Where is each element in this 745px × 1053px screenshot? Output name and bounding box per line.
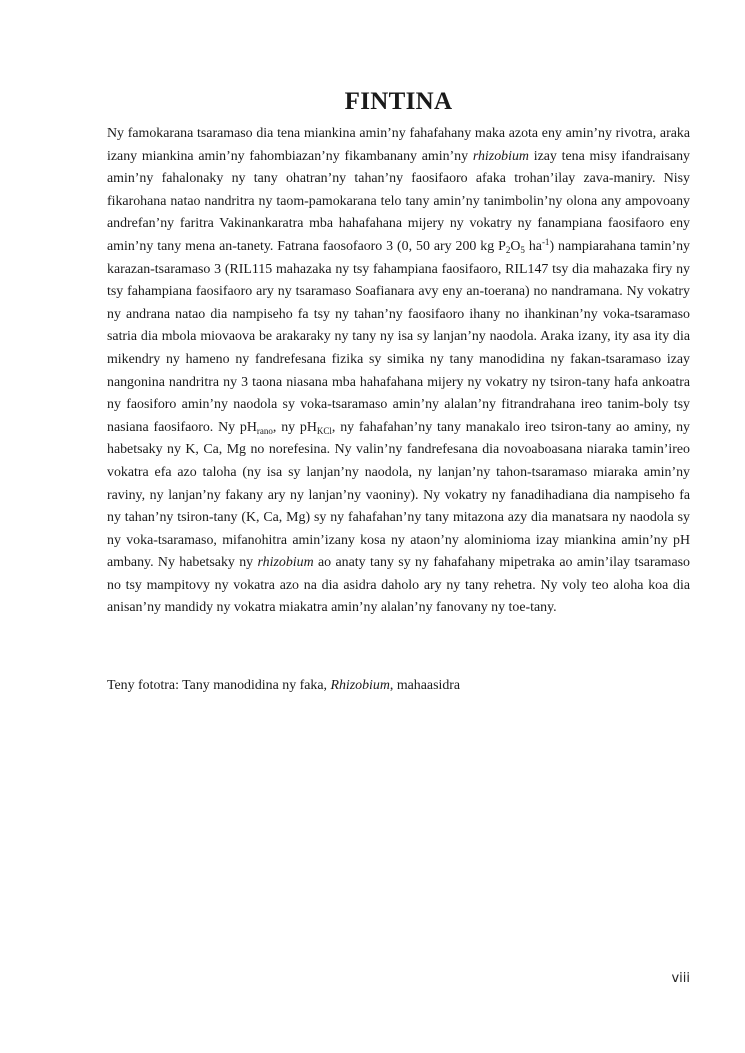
keywords-line xyxy=(107,675,690,698)
abstract-text: , ny fahafahan’ny tany manakalo ireo tsiron-tany ao aminy, ny habetsaky ny K, Ca, Mg no norefesina. Ny valin’ny fandrefesana dia novoaboasana niaraka tamin’ireo vokatra efa azo taloha (ny isa sy lanjan’ny naodola, ny lanjan’ny tahon-tsaramaso miaraka amin’ny raviny, ny lanjan’ny fakany ary ny lanjan’ny vaoniny). Ny vokatry ny fanadihadiana dia nampiseho fa ny tahan’ny tsiron-tany (K, Ca, Mg) sy ny fahafahan’ny tany mitazona azy dia manatsara ny naodola sy ny voka-tsaramaso, mifanohitra amin’izany kosa ny ataon’ny alominioma izay miankina amin’ny pH ambany. Ny habetsaky ny xyxy=(107,419,690,571)
keywords-rest: , mahaasidra xyxy=(389,678,461,693)
page-title: FINTINA xyxy=(344,88,453,115)
abstract-italic-term: rhizobium xyxy=(472,148,529,164)
formula-subscript: 5 xyxy=(520,244,525,255)
ph-subscript: KCl xyxy=(316,425,332,436)
keywords-label: Teny fototra: Tany manodidina ny faka, xyxy=(107,678,331,693)
unit-text: ha xyxy=(524,238,542,254)
formula-text: O xyxy=(510,238,521,254)
page-number: viii xyxy=(671,971,690,986)
abstract-text: ) nampiarahana tamin’ny karazan-tsaramaso 3 (RIL115 mahazaka ny tsy fahampiana faosifaoro, RIL147 tsy dia mahazaka firy ny tsy fahampiana faosifaoro ary ny tsaramaso Soafianara avy eny an-toerana) no nandramana. Ny vokatry ny andrana natao dia nampiseho fa tsy ny tahan’ny faosifaoro ihany no ihankinan’ny voka-tsaramaso satria dia mbola miovaova be arakaraky ny tany ny isa sy lanjan’ny naodola. Araka izany, ity asa ity dia mikendry ny hameno ny fandrefesana fizika sy simika ny tany manodidina ny fakan-tsaramaso izay nangonina nandritra ny 3 taona niasana mba hahafahana mijery ny vokatry ny tsiron-tany hafa ankoatra ny faosiforo amin’ny naodola sy voka-tsaramaso amin’ny alalan’ny fitrandrahana ireo tanim-boly tsy nasiana faosifaoro. Ny pH xyxy=(107,238,690,435)
ph-subscript: rano xyxy=(256,425,273,436)
abstract-text: ao anaty tany sy ny fahafahany mipetraka ao amin’ilay tsaramaso no tsy mampitovy ny vokatra azo na dia asidra daholo ary ny tany rehetra. Ny voly teo aloha koa dia anisan’ny mandidy ny vokatra miakatra amin’ny alalan’ny fanovany ny toe-tany. xyxy=(107,555,691,616)
keywords-italic-term: Rhizobium xyxy=(330,678,390,693)
unit-superscript: -1 xyxy=(541,236,550,247)
abstract-text: Ny famokarana tsaramaso dia tena miankina amin’ny fahafahany maka azota eny amin’ny rivotra, araka izany miankina amin’ny fahombiazan’ny fikambanany amin’ny xyxy=(107,126,690,164)
abstract-italic-term: rhizobium xyxy=(257,555,314,571)
abstract-paragraph xyxy=(107,123,690,620)
abstract-text: izay tena misy ifandraisany amin’ny fahalonaky ny tany ohatran’ny tahan’ny faosifaoro afaka trohan’ilay zava-maniry. Nisy fikarohana natao nandritra ny taom-pamokarana telo tany amin’ny tanimbolin’ny olona any ampovoany andrefan’ny faritra Vakinankaratra mba hahafahana mijery ny vokatry ny fanampiana faosifaoro eny amin’ny tany mena an-tanety. Fatrana faosofaoro 3 (0, 50 ary 200 kg P xyxy=(107,148,690,254)
formula-subscript: 2 xyxy=(505,244,511,255)
abstract-text: , ny pH xyxy=(272,419,317,435)
